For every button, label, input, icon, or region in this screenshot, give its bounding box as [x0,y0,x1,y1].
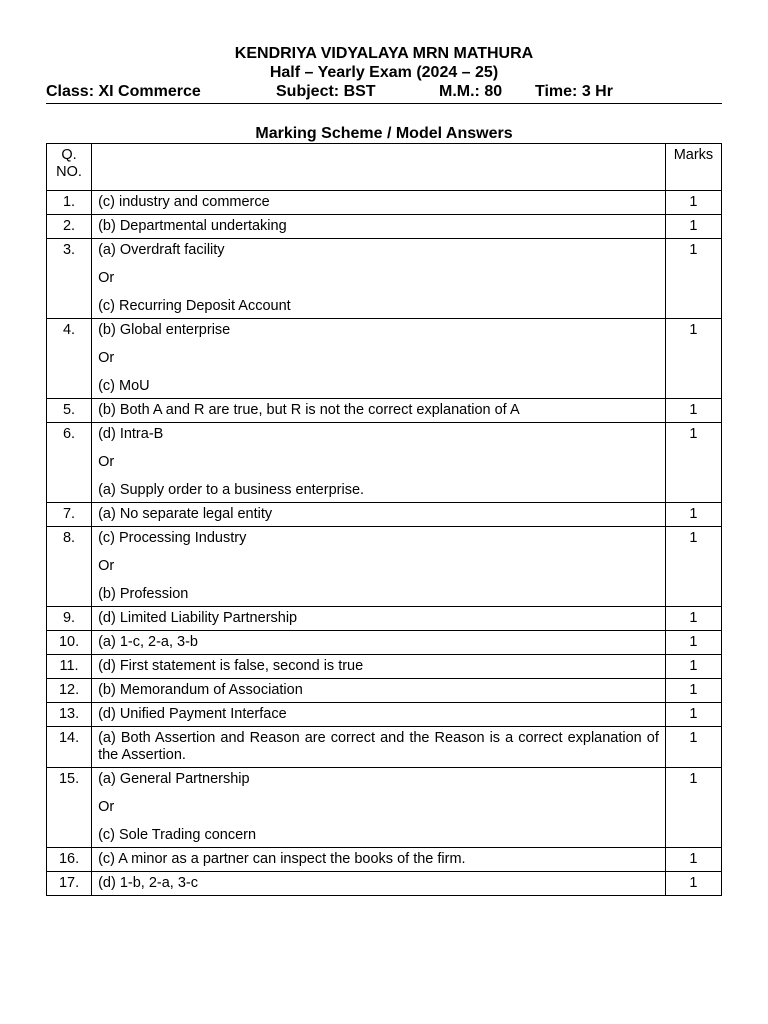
answer-cell [92,191,666,215]
answer-cell [92,848,666,872]
table-row [47,191,722,215]
question-number: 12. [47,679,92,703]
answer-cell [92,319,666,399]
time-label: Time: 3 Hr [535,83,613,100]
answer-option: (b) Memorandum of Association [98,682,303,698]
table-row [47,872,722,896]
or-separator: Or [98,454,115,470]
answer-option: (d) Limited Liability Partnership [98,610,298,626]
question-number: 9. [47,607,92,631]
max-marks-label: M.M.: 80 [439,83,503,100]
document-header [46,44,722,102]
marks-value: 1 [665,503,721,527]
answer-option: (d) 1-b, 2-a, 3-c [98,875,198,891]
answer-option: (b) Both A and R are true, but R is not the correct explanation of A [98,402,520,418]
question-number: 17. [47,872,92,896]
column-header-answer [92,144,666,191]
table-row [47,503,722,527]
marks-value: 1 [665,191,721,215]
or-separator: Or [98,270,115,286]
marks-value: 1 [665,872,721,896]
subject-label: Subject: BST [276,83,376,100]
answer-option: (a) Overdraft facility [98,242,225,258]
answer-option: (d) Intra-B [98,426,164,442]
answer-cell [92,727,666,768]
header-divider [46,103,722,104]
answer-option: (c) Sole Trading concern [98,827,257,843]
marks-value: 1 [665,768,721,848]
table-row [47,607,722,631]
marks-value: 1 [665,727,721,768]
answer-cell [92,679,666,703]
answers-table [46,143,722,896]
question-number: 2. [47,215,92,239]
answer-cell [92,503,666,527]
or-separator: Or [98,350,115,366]
school-name: KENDRIYA VIDYALAYA MRN MATHURA [234,45,534,62]
answer-option: (a) No separate legal entity [98,506,273,522]
answer-option: (c) Processing Industry [98,530,247,546]
table-row [47,215,722,239]
marks-value: 1 [665,848,721,872]
question-number: 4. [47,319,92,399]
answer-option: (a) 1-c, 2-a, 3-b [98,634,198,650]
answer-option: (b) Departmental undertaking [98,218,287,234]
table-header-row [47,144,722,191]
class-label: Class: XI Commerce [46,83,201,100]
answer-option: (a) General Partnership [98,771,250,787]
column-header-marks: Marks [665,144,721,191]
answer-cell [92,399,666,423]
answer-cell [92,215,666,239]
question-number: 8. [47,527,92,607]
answer-option: (b) Global enterprise [98,322,231,338]
marks-value: 1 [665,319,721,399]
answer-option: (c) MoU [98,378,150,394]
question-number: 10. [47,631,92,655]
table-row [47,727,722,768]
answer-option: (d) First statement is false, second is true [98,658,364,674]
question-number: 16. [47,848,92,872]
table-row [47,399,722,423]
marks-value: 1 [665,631,721,655]
table-row [47,679,722,703]
answer-cell [92,655,666,679]
question-number: 7. [47,503,92,527]
exam-title: Half – Yearly Exam (2024 – 25) [269,64,499,81]
table-row [47,768,722,848]
or-separator: Or [98,558,115,574]
table-row [47,848,722,872]
marks-value: 1 [665,703,721,727]
marking-scheme-title: Marking Scheme / Model Answers [255,125,513,142]
question-number: 15. [47,768,92,848]
table-row [47,655,722,679]
marks-value: 1 [665,679,721,703]
question-number: 11. [47,655,92,679]
answer-option: (c) industry and commerce [98,194,270,210]
question-number: 1. [47,191,92,215]
answer-rows [47,191,722,896]
marks-value: 1 [665,607,721,631]
table-row [47,631,722,655]
table-row [47,319,722,399]
answer-option: (d) Unified Payment Interface [98,706,287,722]
question-number: 14. [47,727,92,768]
marks-value: 1 [665,239,721,319]
answer-cell [92,527,666,607]
answer-option: (a) Supply order to a business enterprise. [98,482,365,498]
marks-value: 1 [665,527,721,607]
answer-cell [92,768,666,848]
table-row [47,527,722,607]
question-number: 6. [47,423,92,503]
answer-option: (b) Profession [98,586,189,602]
question-number: 13. [47,703,92,727]
answer-cell [92,872,666,896]
table-row [47,423,722,503]
marks-value: 1 [665,655,721,679]
exam-meta-row [46,82,722,102]
marks-value: 1 [665,215,721,239]
question-number: 3. [47,239,92,319]
table-row [47,703,722,727]
marks-value: 1 [665,423,721,503]
answer-cell [92,239,666,319]
answer-option: (a) Both Assertion and Reason are correct and the Reason is a correct explanation of the Assertion. [98,730,659,763]
marks-value: 1 [665,399,721,423]
answer-cell [92,703,666,727]
question-number: 5. [47,399,92,423]
or-separator: Or [98,799,115,815]
answer-cell [92,631,666,655]
table-row [47,239,722,319]
answer-option: (c) Recurring Deposit Account [98,298,291,314]
answer-option: (c) A minor as a partner can inspect the books of the firm. [98,851,466,867]
answer-cell [92,607,666,631]
answer-cell [92,423,666,503]
column-header-qno: Q. NO. [47,144,92,191]
